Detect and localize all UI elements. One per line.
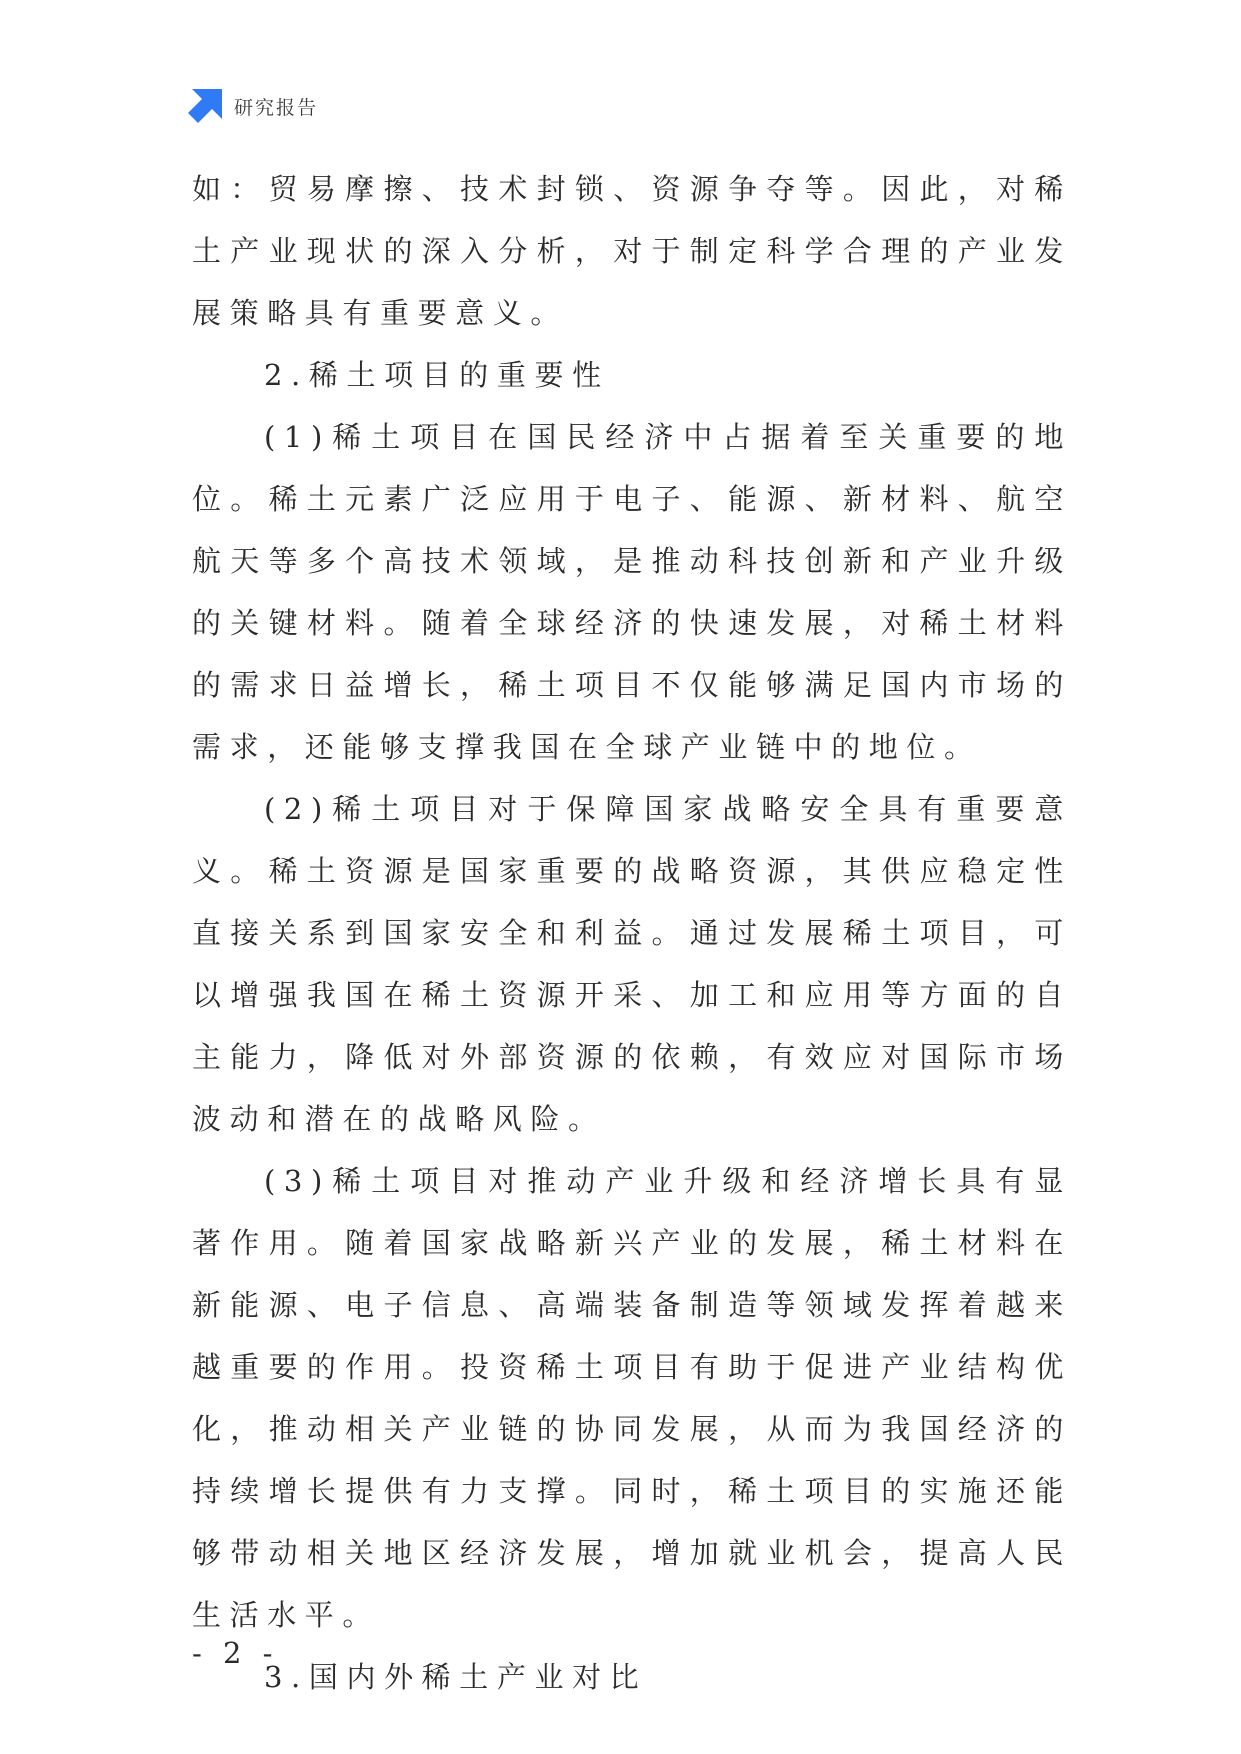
intro-paragraph: 如：贸易摩擦、技术封锁、资源争夺等。因此，对稀土产业现状的深入分析，对于制定科学合理的产业发展策略具有重要意义。 [192, 172, 1072, 330]
page-header [188, 88, 318, 124]
page-number: - 2 - [192, 1636, 279, 1670]
paragraph-2: (2)稀土项目对于保障国家战略安全具有重要意义。稀土资源是国家重要的战略资源，其供应稳定性直接关系到国家安全和利益。通过发展稀土项目，可以增强我国在稀土资源开采、加工和应用等方面的自主能力，降低对外部资源的依赖，有效应对国际市场波动和潜在的战略风险。 [192, 792, 1072, 1136]
arrow-up-right-icon [188, 89, 222, 123]
document-body [192, 158, 1072, 1708]
paragraph-3: (3)稀土项目对推动产业升级和经济增长具有显著作用。随着国家战略新兴产业的发展，稀土材料在新能源、电子信息、高端装备制造等领域发挥着越来越重要的作用。投资稀土项目有助于促进产业结构优化，推动相关产业链的协同发展，从而为我国经济的持续增长提供有力支撑。同时，稀土项目的实施还能够带动相关地区经济发展，增加就业机会，提高人民生活水平。 [192, 1164, 1072, 1632]
section-heading-2: 2.稀土项目的重要性 [264, 358, 610, 392]
paragraph-1: (1)稀土项目在国民经济中占据着至关重要的地位。稀土元素广泛应用于电子、能源、新材料、航空航天等多个高技术领域，是推动科技创新和产业升级的关键材料。随着全球经济的快速发展，对稀土材料的需求日益增长，稀土项目不仅能够满足国内市场的需求，还能够支撑我国在全球产业链中的地位。 [192, 420, 1072, 764]
section-heading-3: 3.国内外稀土产业对比 [264, 1660, 648, 1694]
header-title: 研究报告 [234, 96, 319, 119]
